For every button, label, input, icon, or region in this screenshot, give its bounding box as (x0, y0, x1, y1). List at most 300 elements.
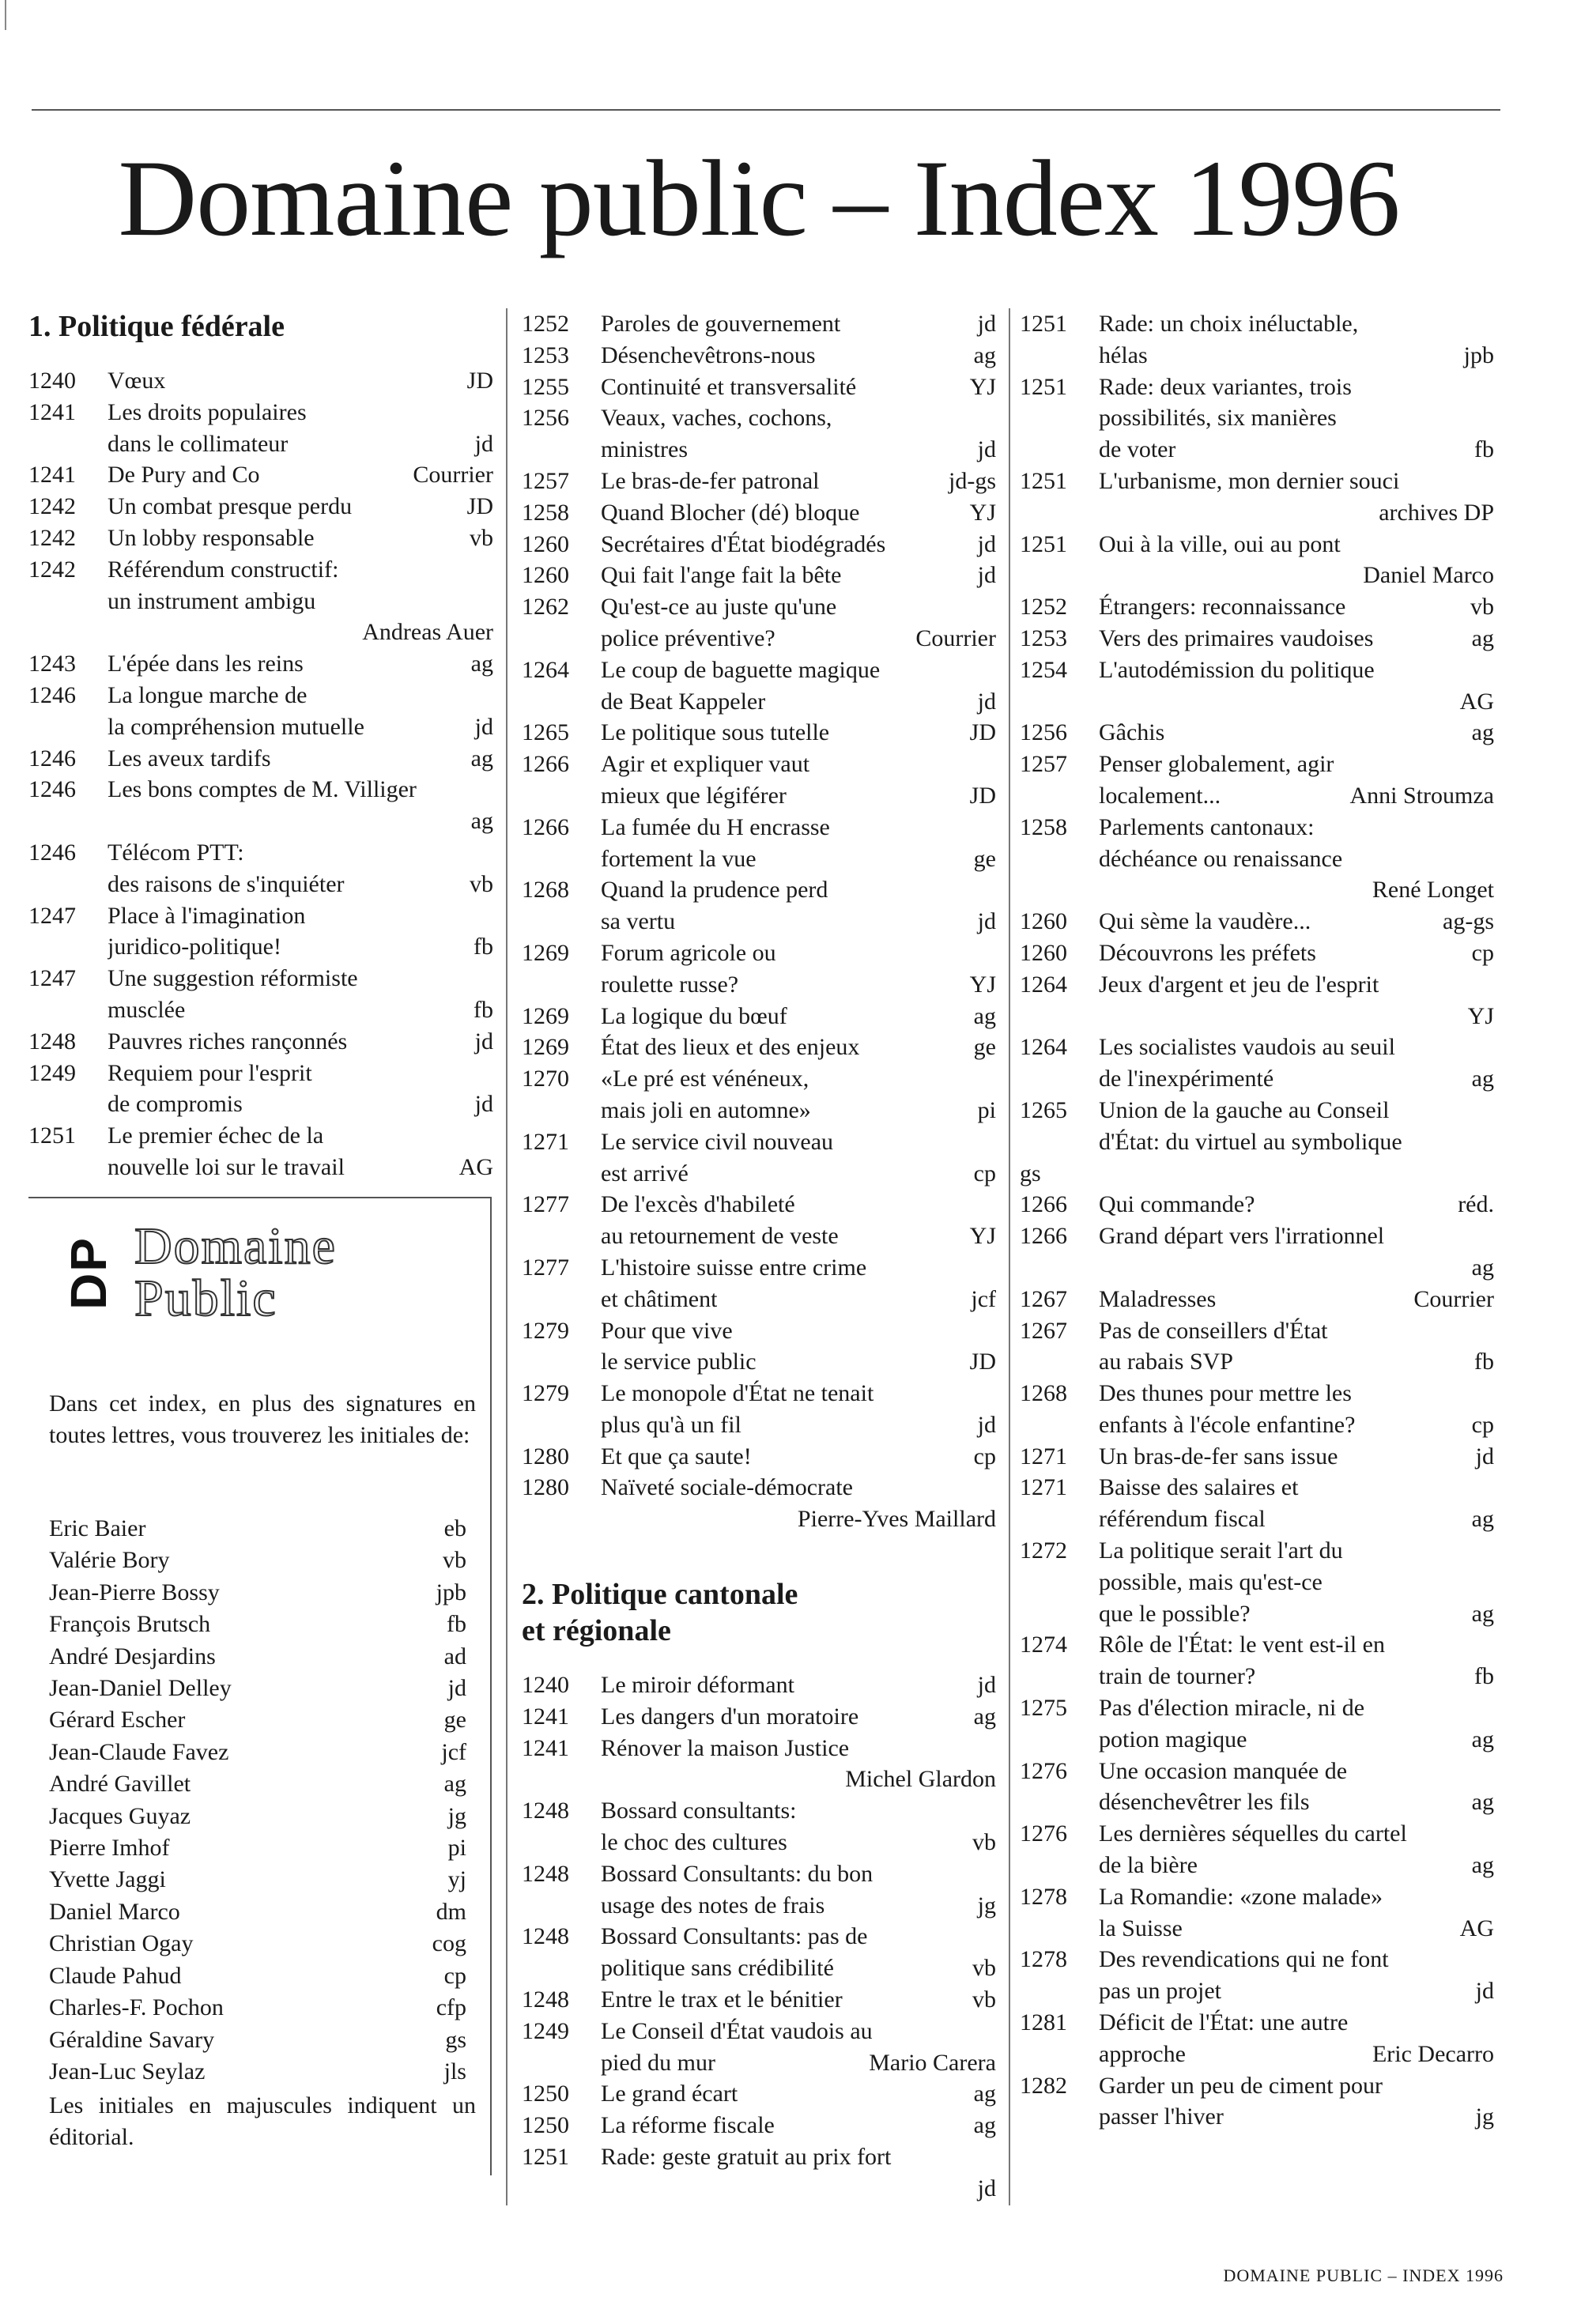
person-row (49, 1801, 466, 1832)
entry-title-line: enfants à l'école enfantine? (1099, 1411, 1356, 1438)
issue-number: 1279 (522, 1380, 569, 1407)
entry-list (1020, 308, 1494, 1158)
issue-number: 1276 (1020, 1757, 1067, 1784)
entry-last-line (1099, 1975, 1494, 2007)
person-row (49, 1832, 466, 1864)
entry-last-line (601, 1001, 996, 1032)
entry-last-line (601, 717, 996, 749)
entry-title-line: Naïveté sociale-démocrate (601, 1474, 853, 1501)
entry-signature: jd (1475, 1443, 1494, 1469)
index-entry (28, 1026, 493, 1058)
entry-signature: vb (972, 1829, 996, 1856)
top-rule (32, 109, 1500, 111)
index-entry (28, 837, 493, 900)
entry-last-line (108, 869, 493, 900)
issue-number: 1281 (1020, 2009, 1067, 2036)
entry-title-line: Forum agricole ou (601, 939, 776, 966)
entry-body (601, 2141, 996, 2205)
index-entry (522, 529, 996, 560)
person-name: Jean-Daniel Delley (49, 1675, 232, 1702)
index-entry (1020, 1032, 1494, 1095)
index-entry (522, 1378, 996, 1441)
entry-title-line: Rénover la maison Justice (601, 1734, 850, 1761)
entry-title-line: et châtiment (601, 1285, 718, 1312)
entry-title-line: Des revendications qui ne font (1099, 1946, 1389, 1973)
column-1 (28, 308, 493, 1183)
entry-signature: René Longet (1372, 877, 1494, 904)
entry-last-line (1099, 1409, 1494, 1441)
issue-number: 1277 (522, 1254, 569, 1281)
entry-title-line: de Beat Kappeler (601, 688, 766, 715)
person-initials: yj (447, 1866, 466, 1893)
index-entry (522, 372, 996, 403)
person-name: André Gavillet (49, 1771, 191, 1798)
entry-body (601, 529, 996, 560)
entry-title-line: Grand départ vers l'irrationnel (1099, 1223, 1385, 1250)
entry-signature: ag (1471, 1789, 1494, 1816)
entry-title-line: au retournement de veste (601, 1223, 839, 1250)
index-entry (1020, 372, 1494, 466)
index-entry (522, 1733, 996, 1796)
entry-body (108, 1120, 493, 1183)
entry-title-line: Requiem pour l'esprit (108, 1059, 312, 1086)
entry-signature: YJ (1467, 1002, 1494, 1029)
issue-number: 1242 (28, 524, 76, 551)
issue-number: 1254 (1020, 656, 1067, 683)
entry-title-line: un instrument ambigu (108, 587, 316, 614)
person-row (49, 1673, 466, 1704)
entry-last-line (1099, 1503, 1494, 1535)
entry-signature: Pierre-Yves Maillard (797, 1506, 996, 1533)
person-name: Charles-F. Pochon (49, 1994, 224, 2021)
index-entry (522, 1126, 996, 1190)
entry-signature: jd (1475, 1978, 1494, 2005)
entry-title-line: de voter (1099, 436, 1176, 463)
index-entry (28, 554, 493, 648)
issue-number: 1267 (1020, 1285, 1067, 1312)
entry-signature: ge (973, 1034, 996, 1061)
issue-number: 1266 (522, 751, 569, 778)
person-initials: fb (447, 1611, 466, 1638)
entry-body (601, 308, 996, 340)
person-row (49, 1609, 466, 1640)
section-title (522, 1576, 996, 1649)
index-entry (1020, 717, 1494, 749)
issue-number: 1243 (28, 651, 76, 677)
entry-body (1099, 1441, 1494, 1473)
entry-last-line (601, 372, 996, 403)
entry-title-line: Les aveux tardifs (108, 745, 271, 772)
entry-last-line (108, 743, 493, 775)
issue-number: 1253 (522, 341, 569, 368)
index-entry (28, 743, 493, 775)
entry-signature: ge (973, 845, 996, 872)
entry-last-line (601, 1095, 996, 1126)
entry-signature: cp (1471, 939, 1494, 966)
entry-body (1099, 1095, 1494, 1158)
issue-number: 1266 (522, 813, 569, 840)
index-entry (522, 1441, 996, 1473)
entry-last-line (108, 1026, 493, 1058)
issue-number: 1257 (1020, 751, 1067, 778)
entry-body (601, 1472, 996, 1535)
entry-title-line: Le grand écart (601, 2081, 738, 2107)
entry-body (1099, 623, 1494, 655)
issue-number: 1279 (522, 1317, 569, 1344)
person-name: Christian Ogay (49, 1930, 194, 1957)
index-entry (28, 459, 493, 491)
person-initials: pi (447, 1835, 466, 1862)
entry-body (1099, 308, 1494, 372)
entry-signature: jg (1475, 2103, 1494, 2130)
entry-title-line: La logique du bœuf (601, 1002, 787, 1029)
entry-body (1099, 1032, 1494, 1095)
index-entry (522, 1984, 996, 2016)
person-row (49, 1577, 466, 1609)
issue-number: 1248 (522, 1986, 569, 2013)
entry-title-line: Bossard Consultants: pas de (601, 1923, 868, 1950)
issue-number: 1275 (1020, 1695, 1067, 1722)
person-name: Géraldine Savary (49, 2026, 215, 2053)
entry-body (601, 1378, 996, 1441)
entry-signature: jd (977, 908, 996, 935)
entry-last-line (601, 1409, 996, 1441)
issue-number: 1253 (1020, 624, 1067, 651)
entry-last-line (601, 1669, 996, 1701)
entry-signature: jd (474, 713, 493, 740)
entry-title-line: police préventive? (601, 624, 775, 651)
index-entry (1020, 1284, 1494, 1315)
entry-last-line (601, 560, 996, 591)
entry-title-line: La politique serait l'art du (1099, 1537, 1343, 1564)
entry-title-line: Une suggestion réformiste (108, 965, 358, 992)
entry-body (601, 1669, 996, 1701)
entry-title-line: Une occasion manquée de (1099, 1757, 1348, 1784)
entry-body (1099, 1535, 1494, 1629)
entry-signature: YJ (969, 971, 996, 998)
issue-number: 1246 (28, 745, 76, 772)
entry-last-line (601, 529, 996, 560)
issue-number: 1266 (1020, 1223, 1067, 1250)
entry-title-line: politique sans crédibilité (601, 1955, 834, 1982)
entry-signature: ag (973, 1002, 996, 1029)
entry-title-line: Rade: geste gratuit au prix fort (601, 2144, 892, 2171)
person-initials: jg (447, 1802, 466, 1829)
entry-title-line: «Le pré est vénéneux, (601, 1066, 809, 1092)
entry-title-line: roulette russe? (601, 971, 739, 998)
entry-title-line: L'autodémission du politique (1099, 656, 1375, 683)
entry-body (601, 749, 996, 812)
entry-title-line: Le service civil nouveau (601, 1128, 834, 1155)
entry-signature: ag (1471, 1506, 1494, 1533)
entry-signature: vb (972, 1986, 996, 2013)
logo-letters: DP (60, 1236, 117, 1310)
index-entry (522, 497, 996, 529)
entry-signature: jd (977, 311, 996, 337)
entry-body (1099, 1692, 1494, 1756)
entry-title-line: De l'excès d'habileté (601, 1191, 795, 1218)
entry-signature: Courrier (1413, 1285, 1494, 1312)
entry-title-line: Parlements cantonaux: (1099, 813, 1315, 840)
entry-last-line (1099, 1441, 1494, 1473)
index-entry (28, 900, 493, 964)
entry-signature: réd. (1458, 1191, 1494, 1218)
person-initials: ge (443, 1707, 466, 1734)
entry-body (601, 1701, 996, 1733)
person-name: François Brutsch (49, 1611, 211, 1638)
entry-last-line (108, 711, 493, 743)
entry-title-line: Pas d'élection miracle, ni de (1099, 1695, 1365, 1722)
person-name: Daniel Marco (49, 1898, 180, 1925)
entry-title-line: Déficit de l'État: une autre (1099, 2009, 1349, 2036)
index-entry (1020, 1220, 1494, 1284)
entry-body (601, 1032, 996, 1063)
issue-number: 1271 (1020, 1443, 1067, 1469)
entry-last-line (601, 843, 996, 875)
entry-last-line (1099, 1661, 1494, 1692)
entry-body (1099, 938, 1494, 969)
entry-title-line: Secrétaires d'État biodégradés (601, 530, 886, 557)
entry-title-line: Union de la gauche au Conseil (1099, 1096, 1390, 1123)
entry-title-line: fortement la vue (601, 845, 757, 872)
entry-list (522, 1669, 996, 2205)
entry-signature: pi (977, 1096, 996, 1123)
entry-signature: fb (1474, 436, 1494, 463)
entry-last-line (108, 523, 493, 554)
index-entry (522, 402, 996, 466)
entry-signature: AG (1459, 688, 1494, 715)
entry-body (601, 1441, 996, 1473)
entry-body (601, 655, 996, 718)
entry-title-line: hélas (1099, 341, 1148, 368)
entry-title-line: Pas de conseillers d'État (1099, 1317, 1328, 1344)
logo-word: Domaine (134, 1217, 337, 1275)
entry-title-line: Penser globalement, agir (1099, 751, 1334, 778)
index-entry (522, 1252, 996, 1315)
entry-signature: jd (977, 2175, 996, 2201)
entry-body (1099, 1315, 1494, 1379)
entry-signature: YJ (969, 499, 996, 526)
entry-title-line: le choc des cultures (601, 1829, 787, 1856)
entry-signature: YJ (969, 373, 996, 400)
box-footer: Les initiales en majuscules indiquent un éditorial. (49, 2092, 476, 2150)
index-entry (522, 2141, 996, 2205)
column-divider (506, 308, 508, 2205)
entry-body (1099, 2007, 1494, 2070)
entry-signature: ag (1471, 719, 1494, 746)
entry-title-line: Bossard consultants: (601, 1798, 797, 1824)
entry-last-line (108, 365, 493, 397)
issue-number: 1260 (1020, 939, 1067, 966)
entry-title-line: Rade: un choix inéluctable, (1099, 311, 1359, 337)
index-entry (522, 1032, 996, 1063)
entry-last-line (601, 1827, 996, 1858)
issue-number: 1264 (1020, 1034, 1067, 1061)
person-name: Eric Baier (49, 1515, 146, 1541)
entry-title-line: Les dernières séquelles du cartel (1099, 1820, 1407, 1847)
entry-title-line: pas un projet (1099, 1978, 1221, 2005)
entry-body (1099, 1944, 1494, 2007)
entry-signature: JD (969, 782, 996, 809)
index-entry (522, 749, 996, 812)
entry-title-line: Continuité et transversalité (601, 373, 857, 400)
entry-body (108, 1058, 493, 1121)
entry-body (108, 837, 493, 900)
person-row (49, 1928, 466, 1960)
entry-signature: jd (977, 1672, 996, 1699)
person-name: Yvette Jaggi (49, 1866, 166, 1893)
entry-title-line: Des thunes pour mettre les (1099, 1380, 1352, 1407)
entry-signature: ag (1471, 1726, 1494, 1752)
section-title: 1. Politique fédérale (28, 310, 285, 343)
entry-title-line: de l'inexpérimenté (1099, 1066, 1274, 1092)
entry-title-line: Quand la prudence perd (601, 877, 828, 904)
entry-signature: JD (466, 368, 493, 394)
issue-number: 1265 (522, 719, 569, 746)
index-entry (1020, 529, 1494, 592)
entry-signature: jd (474, 1028, 493, 1054)
entry-signature: Courrier (413, 462, 493, 489)
entry-last-line (601, 434, 996, 466)
person-name: Jacques Guyaz (49, 1802, 191, 1829)
people-list (49, 1513, 466, 2088)
index-entry (522, 1669, 996, 1701)
index-entry (1020, 906, 1494, 938)
person-initials: jd (447, 1675, 466, 1702)
entry-body (108, 491, 493, 523)
issue-number: 1251 (522, 2144, 569, 2171)
entry-signature: ag (1471, 1852, 1494, 1879)
entry-title-line: Le Conseil d'État vaudois au (601, 2017, 873, 2044)
entry-title-line: Maladresses (1099, 1285, 1217, 1312)
issue-number: 1251 (1020, 530, 1067, 557)
entry-title-line: possible, mais qu'est-ce (1099, 1568, 1323, 1595)
issue-number: 1266 (1020, 1191, 1067, 1218)
entry-title-line: État des lieux et des enjeux (601, 1034, 860, 1061)
entry-signature: vb (470, 870, 493, 897)
person-name: Jean-Luc Seylaz (49, 2058, 206, 2084)
entry-body (1099, 529, 1494, 592)
index-entry (522, 1921, 996, 1984)
issue-number: 1262 (522, 594, 569, 621)
entry-body (601, 340, 996, 372)
index-entry (1020, 308, 1494, 372)
entry-title-line: Le politique sous tutelle (601, 719, 830, 746)
entry-signature: ag (470, 745, 493, 772)
entry-signature: JD (969, 719, 996, 746)
entry-last-line (1099, 1786, 1494, 1818)
entry-body (108, 523, 493, 554)
entry-title-line: Paroles de gouvernement (601, 311, 841, 337)
entry-signature: fb (1474, 1663, 1494, 1690)
person-row (49, 1864, 466, 1896)
index-entry (1020, 1378, 1494, 1441)
issue-number: 1247 (28, 965, 76, 992)
entry-body (601, 466, 996, 497)
person-initials: cp (443, 1962, 466, 1989)
issue-number: 1278 (1020, 1946, 1067, 1973)
orphan-signature: gs (1020, 1160, 1041, 1187)
person-row (49, 1960, 466, 1992)
person-initials: jcf (441, 1738, 466, 1765)
index-entry (28, 397, 493, 460)
entry-last-line (601, 1158, 996, 1190)
entry-last-line (1099, 1598, 1494, 1630)
index-entry (1020, 591, 1494, 623)
index-entry (28, 1120, 493, 1183)
entry-signature: JD (466, 493, 493, 520)
issue-number: 1277 (522, 1191, 569, 1218)
entry-body (601, 591, 996, 655)
index-entry (1020, 749, 1494, 812)
entry-body (1099, 1818, 1494, 1881)
person-row (49, 1737, 466, 1768)
person-row (49, 1704, 466, 1736)
entry-last-line (1099, 2039, 1494, 2070)
entry-body (601, 717, 996, 749)
entry-body (601, 1921, 996, 1984)
index-entry (1020, 623, 1494, 655)
index-entry (522, 1001, 996, 1032)
entry-title-line: Qui commande? (1099, 1191, 1255, 1218)
entry-signature: ag (1471, 1066, 1494, 1092)
entry-signature: AG (458, 1153, 493, 1180)
index-entry (1020, 812, 1494, 906)
entry-last-line (601, 2047, 996, 2079)
page-title: Domaine public – Index 1996 (118, 138, 1400, 258)
person-name: Jean-Pierre Bossy (49, 1579, 220, 1605)
entry-last-line (601, 2110, 996, 2141)
entry-body (601, 1001, 996, 1032)
entry-last-line (1099, 1724, 1494, 1756)
entry-signature: AG (1459, 1915, 1494, 1941)
entry-body (1099, 906, 1494, 938)
issue-number: 1252 (522, 311, 569, 337)
entry-title-line: au rabais SVP (1099, 1349, 1233, 1375)
entry-last-line (601, 1890, 996, 1922)
person-name: Gérard Escher (49, 1707, 186, 1734)
entry-signature: Eric Decarro (1372, 2040, 1494, 2067)
entry-last-line (601, 1220, 996, 1252)
entry-signature: vb (470, 524, 493, 551)
entry-title-line: est arrivé (601, 1160, 689, 1187)
entry-body (601, 497, 996, 529)
index-entry (522, 1795, 996, 1858)
issue-number: 1248 (522, 1923, 569, 1950)
entry-body (108, 1026, 493, 1058)
entry-title-line: Gâchis (1099, 719, 1165, 746)
entry-last-line (1099, 623, 1494, 655)
entry-title-line: Bossard Consultants: du bon (601, 1860, 874, 1887)
entry-title-line: Veaux, vaches, cochons, (601, 405, 832, 432)
entry-last-line (601, 1284, 996, 1315)
entry-last-line (601, 1441, 996, 1473)
entry-last-line (1099, 340, 1494, 372)
issue-number: 1260 (1020, 908, 1067, 935)
index-entry (28, 491, 493, 523)
entry-signature: ag (1471, 1600, 1494, 1627)
entry-title-line: Qui fait l'ange fait la bête (601, 562, 842, 589)
entry-title-line: Qui sème la vaudère... (1099, 908, 1311, 935)
entry-last-line (601, 780, 996, 812)
issue-number: 1247 (28, 902, 76, 929)
entry-title-line: Les droits populaires (108, 398, 307, 425)
index-entry (1020, 1629, 1494, 1692)
entry-last-line (108, 1088, 493, 1120)
entry-last-line (1099, 434, 1494, 466)
entry-body (1099, 812, 1494, 906)
entry-signature: ag (1471, 624, 1494, 651)
